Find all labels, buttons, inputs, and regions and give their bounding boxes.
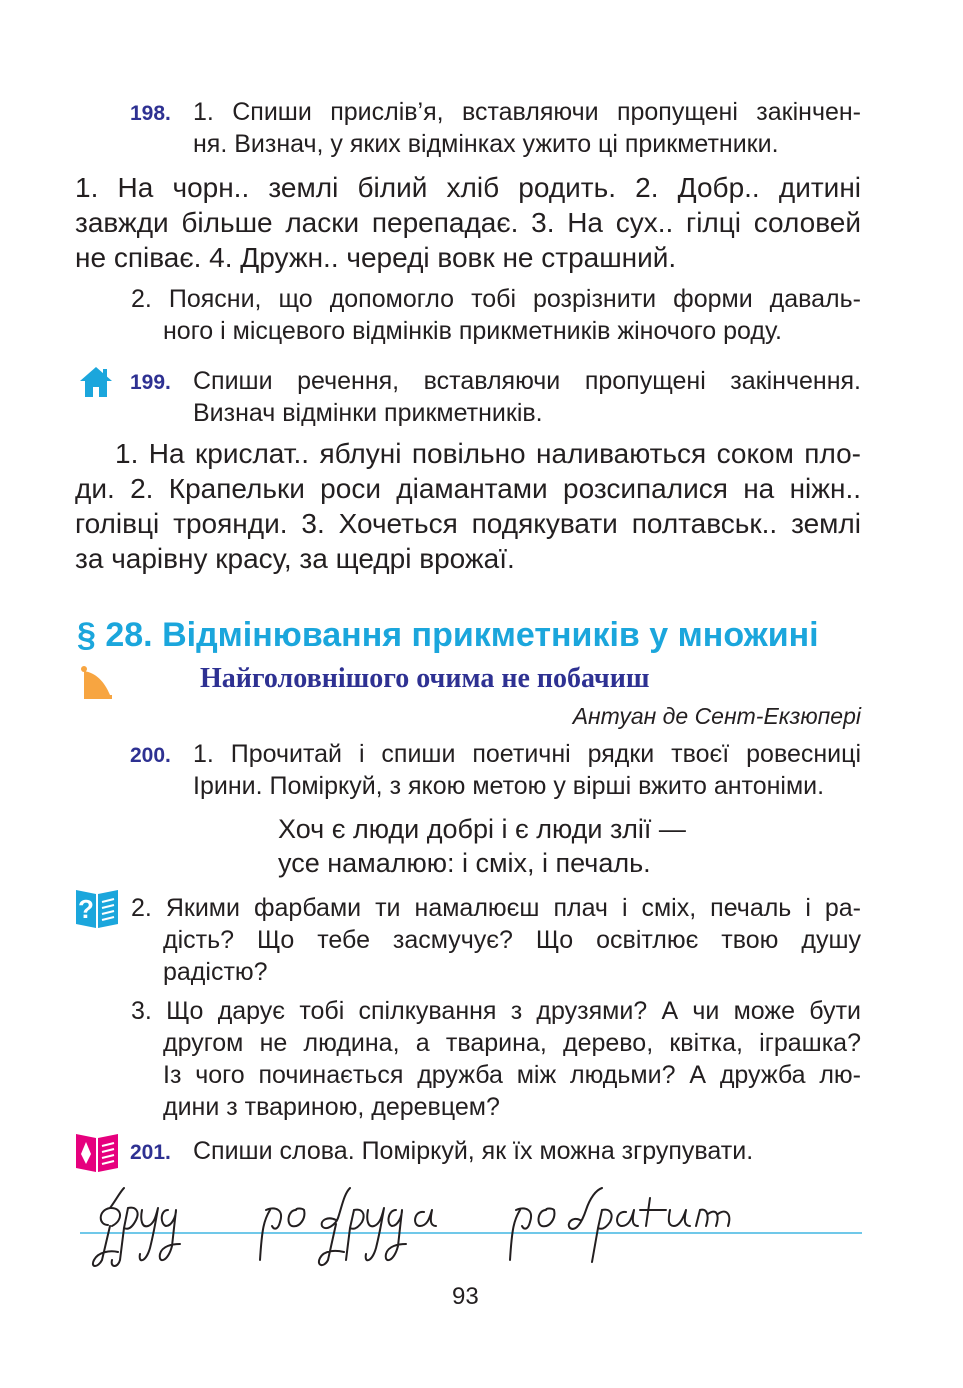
home-icon	[78, 365, 114, 399]
section-title: § 28. Відмінювання прикметників у множині	[77, 616, 819, 654]
handwritten-word-pobratym	[510, 1188, 729, 1262]
page-number: 93	[452, 1283, 479, 1310]
text-line: 1. На чорн.. землі білий хліб родить. 2. Добр.. дитині	[75, 172, 861, 203]
poem-line: Хоч є люди добрі і є люди злії —	[278, 814, 686, 844]
text-line: не співає. 4. Дружн.. череді вовк не страшний.	[75, 242, 677, 273]
svg-text:?: ?	[78, 894, 94, 924]
task-line: ня. Визнач, у яких відмінках ужито ці прикметники.	[193, 130, 779, 158]
text-line: завжди більше ласки перепадає. 3. На сух.. гілці соловей	[75, 207, 861, 238]
question-line: другом не людина, а тварина, дерево, квітка, іграшка?	[163, 1029, 861, 1057]
handwritten-word-drug	[93, 1188, 180, 1266]
task-line: Визнач відмінки прикметників.	[193, 399, 543, 427]
question-line: 3. Що дарує тобі спілкування з друзями? А чи може бути	[131, 997, 861, 1025]
task-line: ного і місцевого відмінків прикметників жіночого роду.	[163, 317, 782, 345]
task-line: 2. Поясни, що допомогло тобі розрізнити форми даваль-	[131, 285, 861, 313]
task-line: Спиши слова. Поміркуй, як їх можна згрупувати.	[193, 1137, 754, 1165]
exercise-199	[0, 360, 963, 590]
question-line: дість? Що тебе засмучує? Що освітлює твою душу	[163, 926, 861, 954]
text-line: голівці троянди. 3. Хочеться подякувати полтавськ.. землі	[75, 508, 861, 539]
handwritten-word-podruga	[260, 1188, 436, 1265]
text-line: 1. На крислат.. яблуні повільно наливаються соком пло-	[115, 438, 861, 469]
question-book-icon	[74, 888, 120, 930]
poem-line: усе намалюю: і сміх, і печаль.	[278, 848, 651, 878]
exercise-number: 198.	[130, 102, 171, 125]
epigraph: Найголовнішого очима не побачиш	[200, 663, 650, 694]
exercise-number: 201.	[130, 1141, 171, 1164]
handwriting-words	[80, 1180, 870, 1280]
task-line: 1. Спиши прислів’я, вставляючи пропущені закінчен-	[193, 98, 861, 126]
question-line: Із чого починається дружба між людьми? А дружба лю-	[163, 1061, 861, 1089]
exercise-number: 199.	[130, 371, 171, 394]
text-line: ди. 2. Крапельки роси діамантами розсипалися на ніжн..	[75, 473, 861, 504]
task-line: Спиши речення, вставляючи пропущені закінчення.	[193, 367, 861, 395]
question-line: радістю?	[163, 958, 268, 986]
question-line: 2. Якими фарбами ти намалюєш плач і сміх, печаль і ра-	[131, 894, 861, 922]
bell-icon	[76, 663, 116, 701]
exercise-number: 200.	[130, 744, 171, 767]
text-line: за чарівну красу, за щедрі врожаї.	[75, 543, 515, 574]
exercise-198	[0, 0, 963, 360]
epigraph-author: Антуан де Сент-Екзюпері	[572, 703, 861, 729]
question-line: дини з твариною, деревцем?	[163, 1093, 500, 1121]
pen-book-icon	[74, 1132, 120, 1174]
exercise-200	[0, 735, 963, 1130]
task-line: Ірини. Поміркуй, з якою метою у вірші вжито антоніми.	[193, 772, 825, 800]
task-line: 1. Прочитай і спиши поетичні рядки твоєї ровесниці	[193, 740, 861, 768]
